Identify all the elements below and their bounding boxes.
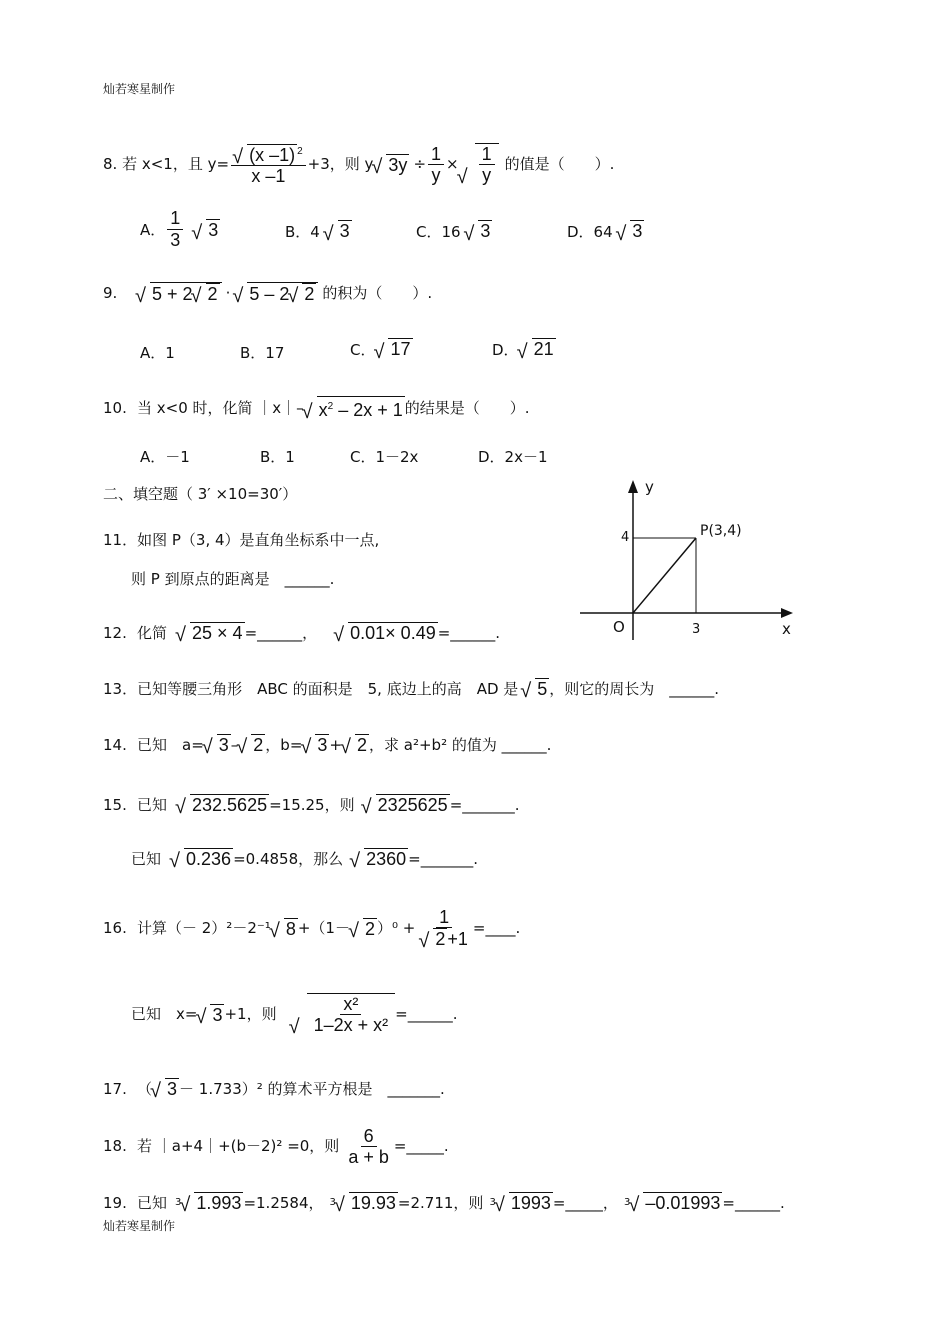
- q8-option-c: C．16 √ 3: [416, 220, 492, 242]
- question-10: 10. 当 x<0 时，化简 ｜x｜– √ $x^2 - 2x + 1$ 的结果是（ ）.: [103, 396, 530, 420]
- graph-x-label: x: [782, 620, 791, 638]
- question-19: 19. 已知 3 √ 1.993 =1.2584， 3 √ 19.93 =2.711，则 3 √ 1993 =_____， 3 √ –0.01993 =______.: [103, 1192, 785, 1213]
- q8-sqrt-3y: √ 3y: [373, 154, 409, 175]
- q10-option-b: B．1: [260, 448, 295, 466]
- q8-option-b: B．4 √ 3: [285, 220, 352, 242]
- section-2-heading: 二、填空题（ 3′ ×10=30′）: [103, 485, 298, 503]
- question-8: [103, 134, 614, 194]
- question-16-part2: 已知 x= √ 3 +1，则 √ $\frac{\text{x²}}{\text{1–2x + x²}}$ =______.: [131, 984, 457, 1044]
- q8-frac-num: (x –1): [249, 145, 296, 165]
- question-15: 15. 已知 √ 232.5625 =15.25，则 √ 2325625 =_______.: [103, 794, 520, 815]
- q8-sqrt-frac: √ $\frac{1}{y}$: [459, 143, 499, 185]
- segment-op: [633, 538, 696, 613]
- q10-option-c: C．1－2x: [350, 448, 419, 466]
- question-11-line2: 则 P 到原点的距离是 ______.: [131, 570, 335, 588]
- page-header: 灿若寒星制作: [103, 82, 176, 96]
- y-axis-arrow: [628, 480, 638, 493]
- q9-option-d: D．√ 21: [492, 338, 556, 360]
- question-13: 13．已知等腰三角形 ABC 的面积是 5, 底边上的高 AD 是 √ 5 ，则它的周长为 ______.: [103, 678, 719, 699]
- q9-option-a: A．1: [140, 344, 175, 362]
- question-15-part2: 已知 √ 0.236 =0.4858，那么 √ 2360 =_______.: [131, 848, 478, 869]
- q8-frac2: $\frac{1}{y}$: [428, 144, 444, 185]
- q10-option-a: A．－1: [140, 448, 190, 466]
- q8-div: ÷: [413, 155, 427, 173]
- q8-plus: +3，则 y: [307, 155, 374, 173]
- question-11-line1: 11．如图 P（3, 4）是直角坐标系中一点,: [103, 531, 380, 549]
- graph-y-label: y: [645, 478, 654, 496]
- question-12: 12. 化简 √ 25 × 4 =______， √ 0.01× 0.49 =______.: [103, 622, 500, 643]
- q8-number: 8.: [103, 155, 118, 173]
- page-footer: 灿若寒星制作: [103, 1219, 176, 1233]
- q8-option-a: A． $\frac{1}{3}$ √ 3: [140, 208, 220, 251]
- graph-point-label: P(3,4): [700, 523, 742, 539]
- q8-times: ×: [446, 155, 459, 173]
- q9-option-b: B．17: [240, 344, 285, 362]
- coordinate-graph: [575, 475, 800, 645]
- q9-option-c: C．√ 17: [350, 338, 413, 360]
- graph-origin-label: O: [613, 618, 625, 636]
- question-9: 9. √ 5 + 2√ 2 · √ 5 – 2√ 2 的积为（ ）.: [103, 282, 432, 304]
- q8-option-d: D．64 √ 3: [567, 220, 644, 242]
- question-14: 14. 已知 a= √ 3 – √ 2 ，b= √ 3 + √ 2 ，求 a²+b² 的值为 ______.: [103, 734, 551, 755]
- q8-tail: 的值是（ ）.: [504, 155, 615, 173]
- x-axis-arrow: [781, 608, 793, 618]
- q8-lead: 若 x<1，且 y=: [122, 155, 230, 173]
- q10-option-d: D．2x－1: [478, 448, 548, 466]
- graph-tick-x: 3: [692, 622, 701, 637]
- q8-frac-den: x –1: [251, 166, 286, 186]
- question-17: 17. （ √ 3 － 1.733）² 的算术平方根是 _______.: [103, 1078, 445, 1099]
- question-16: 16. 计算（－ 2）²－2⁻¹ √ 8 +（1－ √ 2 ）⁰ + 1 √ 2 +1 =____.: [103, 902, 520, 954]
- graph-tick-y: 4: [621, 530, 630, 545]
- q8-fraction: √ $\frac{(x -1) ^2}{x -1}$: [231, 142, 306, 186]
- question-18: 18. 若 ｜a+4｜+(b－2)² =0，则 $\frac{6}{a + b}$ =_____.: [103, 1125, 449, 1167]
